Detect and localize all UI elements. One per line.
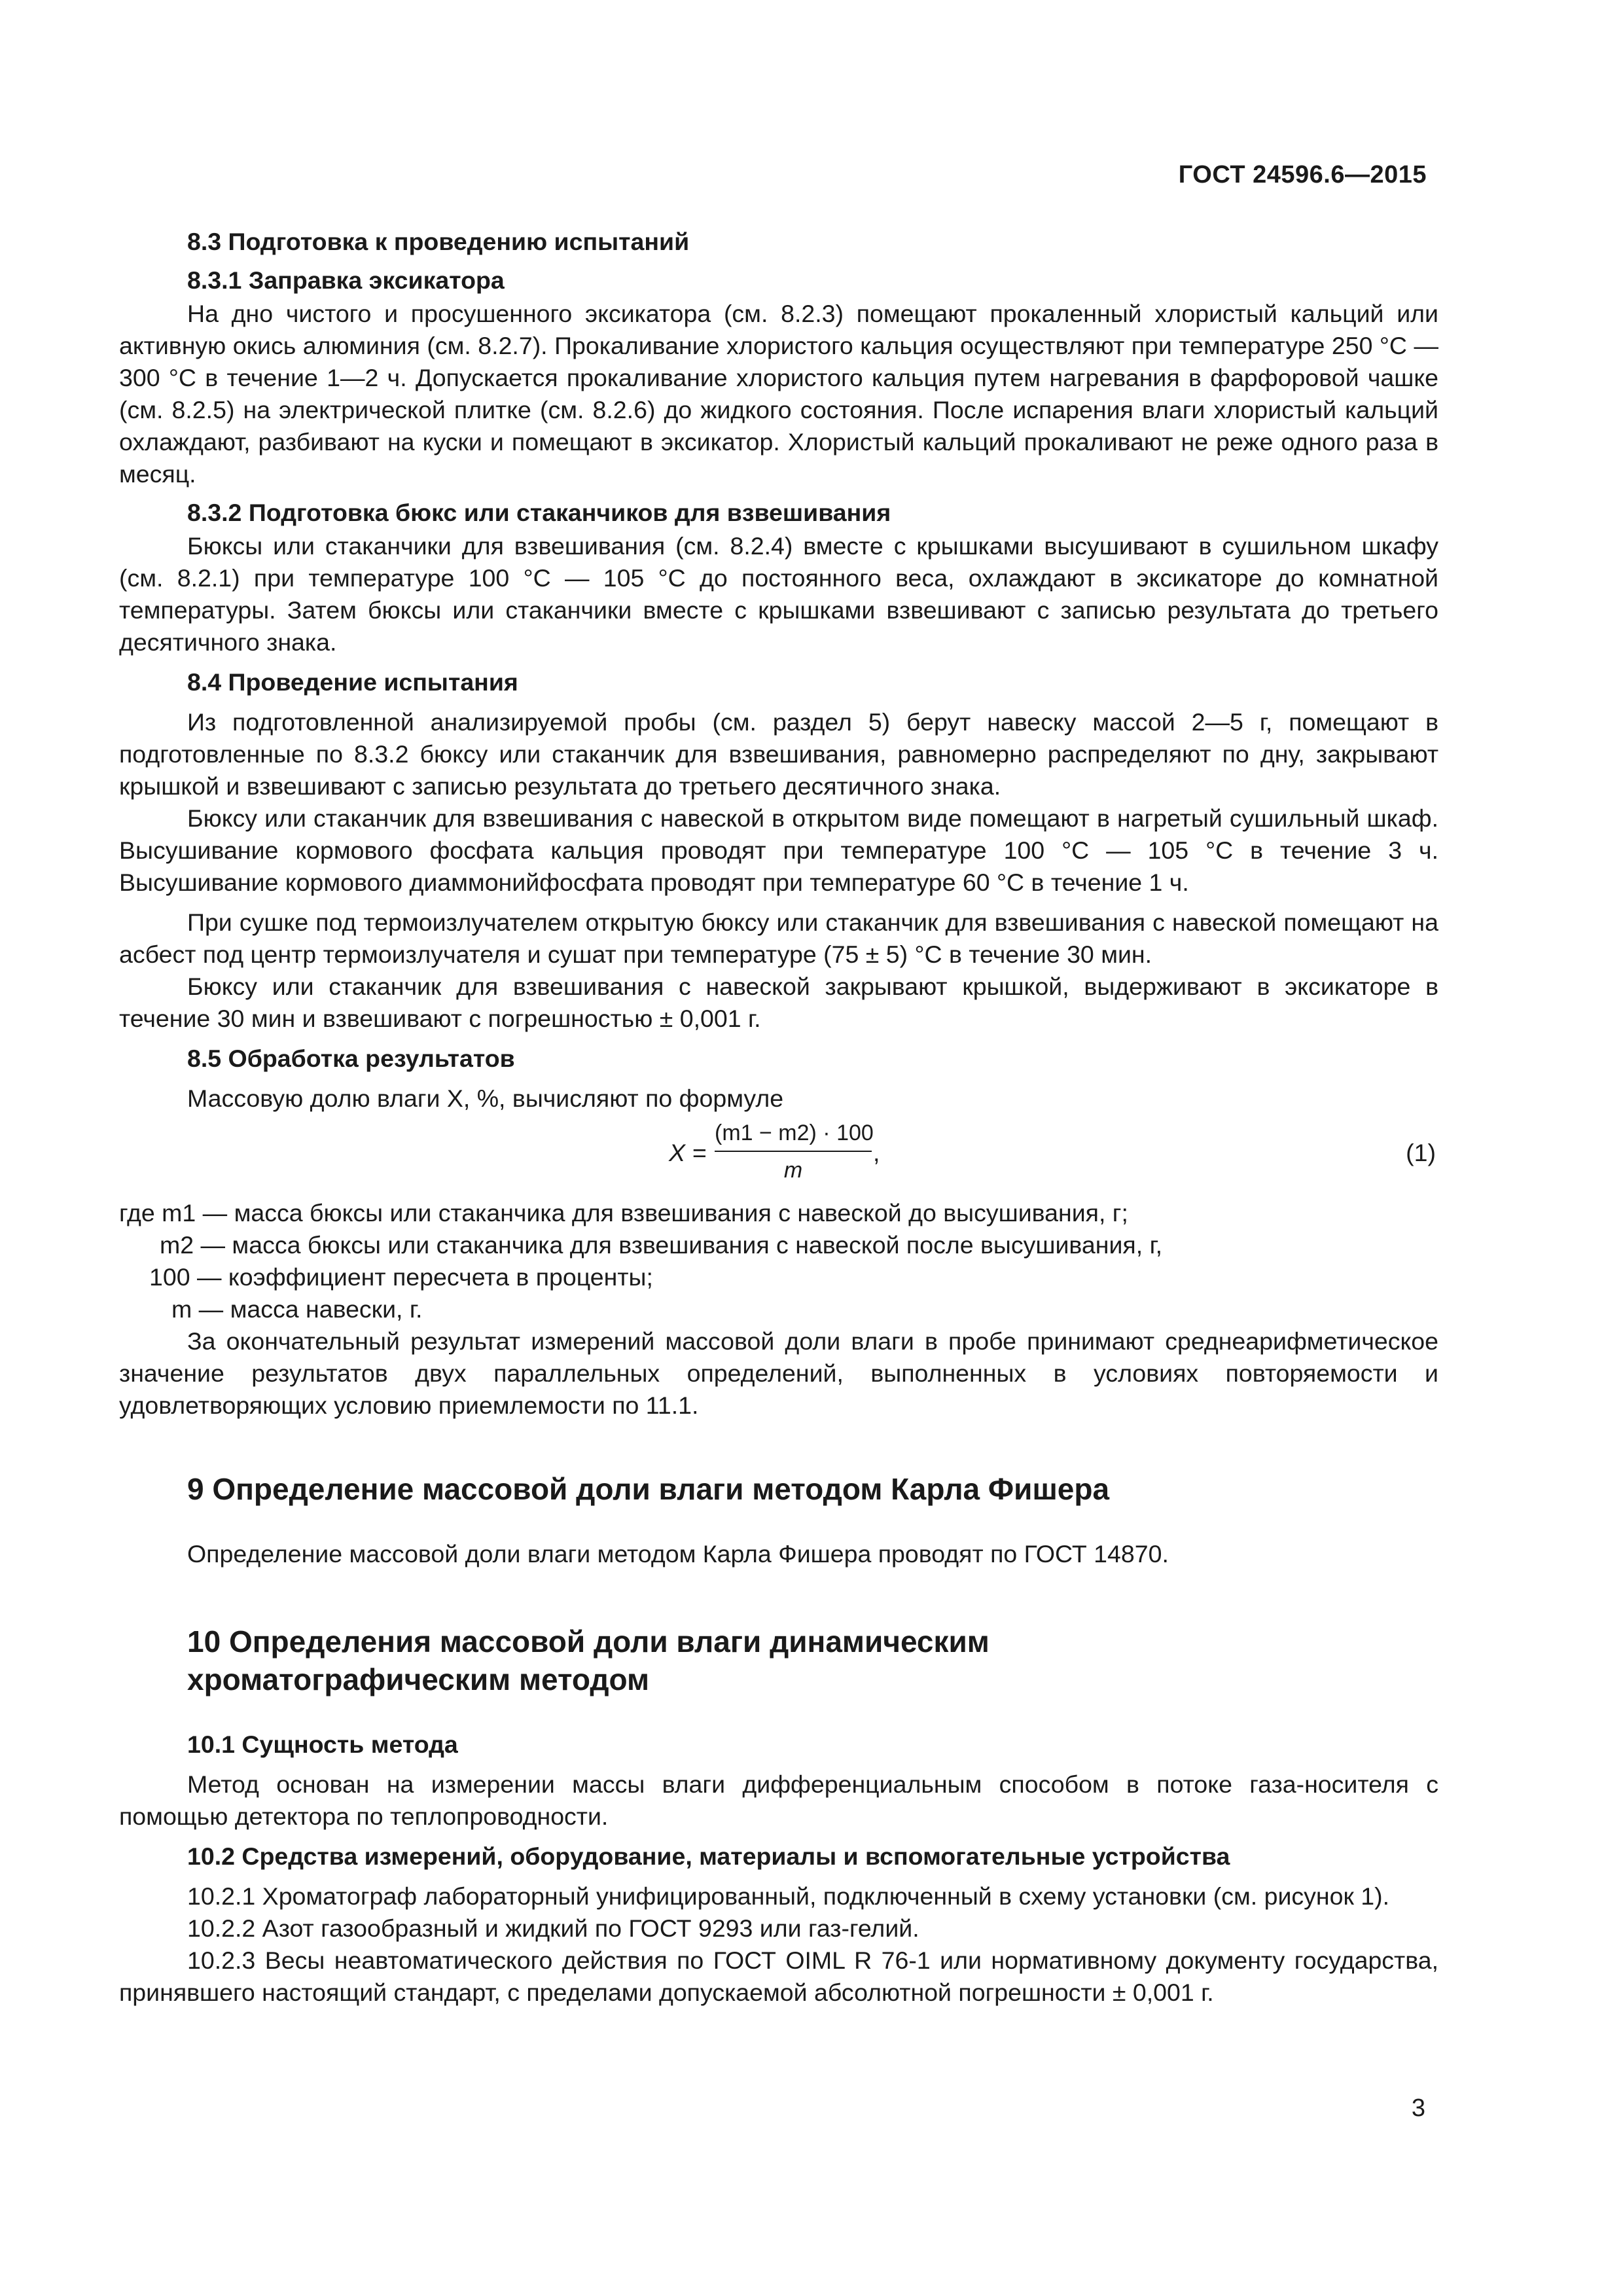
section-8-4-title: 8.4 Проведение испытания [187, 668, 518, 696]
formula-intro: Массовую долю влаги X, %, вычисляют по формуле [187, 1085, 784, 1112]
page-body [119, 226, 1438, 2009]
page-number: 3 [1411, 2094, 1425, 2122]
legend-text: — масса бюксы или стаканчика для взвешивания с навеской после высушивания, г, [200, 1231, 1163, 1259]
section-10-title-line: 10 Определения массовой доли влаги динамическим [187, 1624, 990, 1659]
section-9-text: Определение массовой доли влаги методом Карла Фишера проводят по ГОСТ 14870. [187, 1540, 1169, 1568]
section-8-3-2-title: 8.3.2 Подготовка бюкс или стаканчиков для взвешивания [187, 499, 891, 526]
formula-number: (1) [1406, 1139, 1436, 1166]
section-10-title [119, 1623, 1438, 1698]
formula-numerator: (m1 − m2) · 100 [715, 1117, 872, 1152]
section-10-2-3-text: 10.2.3 Весы неавтоматического действия по ГОСТ OIML R 76-1 или нормативному документу государства, принявшего настоящий стандарт, с пределами допускаемой абсолютной погрешности ± 0,001 г. [119, 1946, 1438, 2006]
formula-1 [119, 1117, 1438, 1193]
legend-symbol: где m1 [119, 1199, 196, 1227]
section-8-3-1-title: 8.3.1 Заправка эксикатора [187, 266, 505, 294]
section-8-5-conclusion: За окончательный результат измерений массовой доли влаги в пробе принимают среднеарифметическое значение результатов двух параллельных определений, выполненных в условиях повторяемости и удовлетворяющих условию приемлемости по 11.1. [119, 1327, 1438, 1419]
legend-text: — масса бюксы или стаканчика для взвешивания с навеской до высушивания, г; [202, 1199, 1128, 1227]
legend-text: — коэффициент пересчета в проценты; [197, 1263, 653, 1291]
section-8-4-paragraph: Из подготовленной анализируемой пробы (см. раздел 5) берут навеску массой 2—5 г, помещают в подготовленные по 8.3.2 бюксу или стаканчик для взвешивания, равномерно распределяют по дну, закрывают крышкой и взвешивают с записью результата до третьего десятичного знака. [119, 708, 1438, 800]
formula-fraction [715, 1117, 872, 1187]
legend-row [119, 1197, 1438, 1229]
section-10-title-line: хроматографическим методом [187, 1662, 650, 1696]
formula-comma: , [873, 1139, 880, 1166]
section-10-2-2-text: 10.2.2 Азот газообразный и жидкий по ГОСТ 9293 или газ-гелий. [187, 1914, 919, 1942]
section-8-3-title: 8.3 Подготовка к проведению испытаний [187, 228, 690, 255]
section-8-4-paragraph: При сушке под термоизлучателем открытую бюксу или стаканчик для взвешивания с навеской помещают на асбест под центр термоизлучателя и сушат при температуре (75 ± 5) °С в течение 30 мин. [119, 908, 1438, 968]
section-8-3-2-text: Бюксы или стаканчики для взвешивания (см. 8.2.4) вместе с крышками высушивают в сушильном шкафу (см. 8.2.1) при температуре 100 °С — 105 °С до постоянного веса, охлаждают в эксикаторе до комнатной температуры. Затем бюксы или стаканчики вместе с крышками взвешивают с записью результата до третьего десятичного знака. [119, 532, 1438, 656]
formula-lhs: X = [669, 1139, 707, 1166]
section-9-title: 9 Определение массовой доли влаги методом Карла Фишера [187, 1472, 1110, 1506]
section-8-4-paragraph: Бюксу или стаканчик для взвешивания с навеской в открытом виде помещают в нагретый сушильный шкаф. Высушивание кормового фосфата кальция проводят при температуре 100 °С — 105 °С в течение 3 ч. Высушивание кормового диаммонийфосфата проводят при температуре 60 °С в течение 1 ч. [119, 804, 1438, 896]
formula-denominator: m [783, 1158, 803, 1183]
legend-row [119, 1293, 1438, 1325]
section-10-2-title: 10.2 Средства измерений, оборудование, материалы и вспомогательные устройства [187, 1842, 1230, 1870]
standard-code: ГОСТ 24596.6—2015 [1178, 161, 1427, 188]
legend-symbol: m [171, 1295, 192, 1323]
formula-legend [119, 1197, 1438, 1325]
legend-row [119, 1261, 1438, 1293]
section-10-2-1-text: 10.2.1 Хроматограф лабораторный унифицированный, подключенный в схему установки (см. рисунок 1). [187, 1882, 1390, 1910]
legend-symbol: m2 [160, 1231, 194, 1259]
section-8-3-1-text: На дно чистого и просушенного эксикатора (см. 8.2.3) помещают прокаленный хлористый кальций или активную окись алюминия (см. 8.2.7). Прокаливание хлористого кальция осуществляют при температуре 250 °С — 300 °С в течение 1—2 ч. Допускается прокаливание хлористого кальция путем нагревания в фарфоровой чашке (см. 8.2.5) на электрической плитке (см. 8.2.6) до жидкого состояния. После испарения влаги хлористый кальций охлаждают, разбивают на куски и помещают в эксикатор. Хлористый кальций прокаливают не реже одного раза в месяц. [119, 300, 1438, 488]
section-10-1-text: Метод основан на измерении массы влаги дифференциальным способом в потоке газа-носителя с помощью детектора по теплопроводности. [119, 1770, 1438, 1830]
legend-text: — масса навески, г. [198, 1295, 423, 1323]
section-10-1-title: 10.1 Сущность метода [187, 1731, 458, 1758]
legend-symbol: 100 [149, 1263, 190, 1291]
section-8-4-paragraph: Бюксу или стаканчик для взвешивания с навеской закрывают крышкой, выдерживают в эксикаторе в течение 30 мин и взвешивают с погрешностью ± 0,001 г. [119, 973, 1438, 1032]
section-8-5-title: 8.5 Обработка результатов [187, 1045, 515, 1072]
legend-row [119, 1229, 1438, 1261]
